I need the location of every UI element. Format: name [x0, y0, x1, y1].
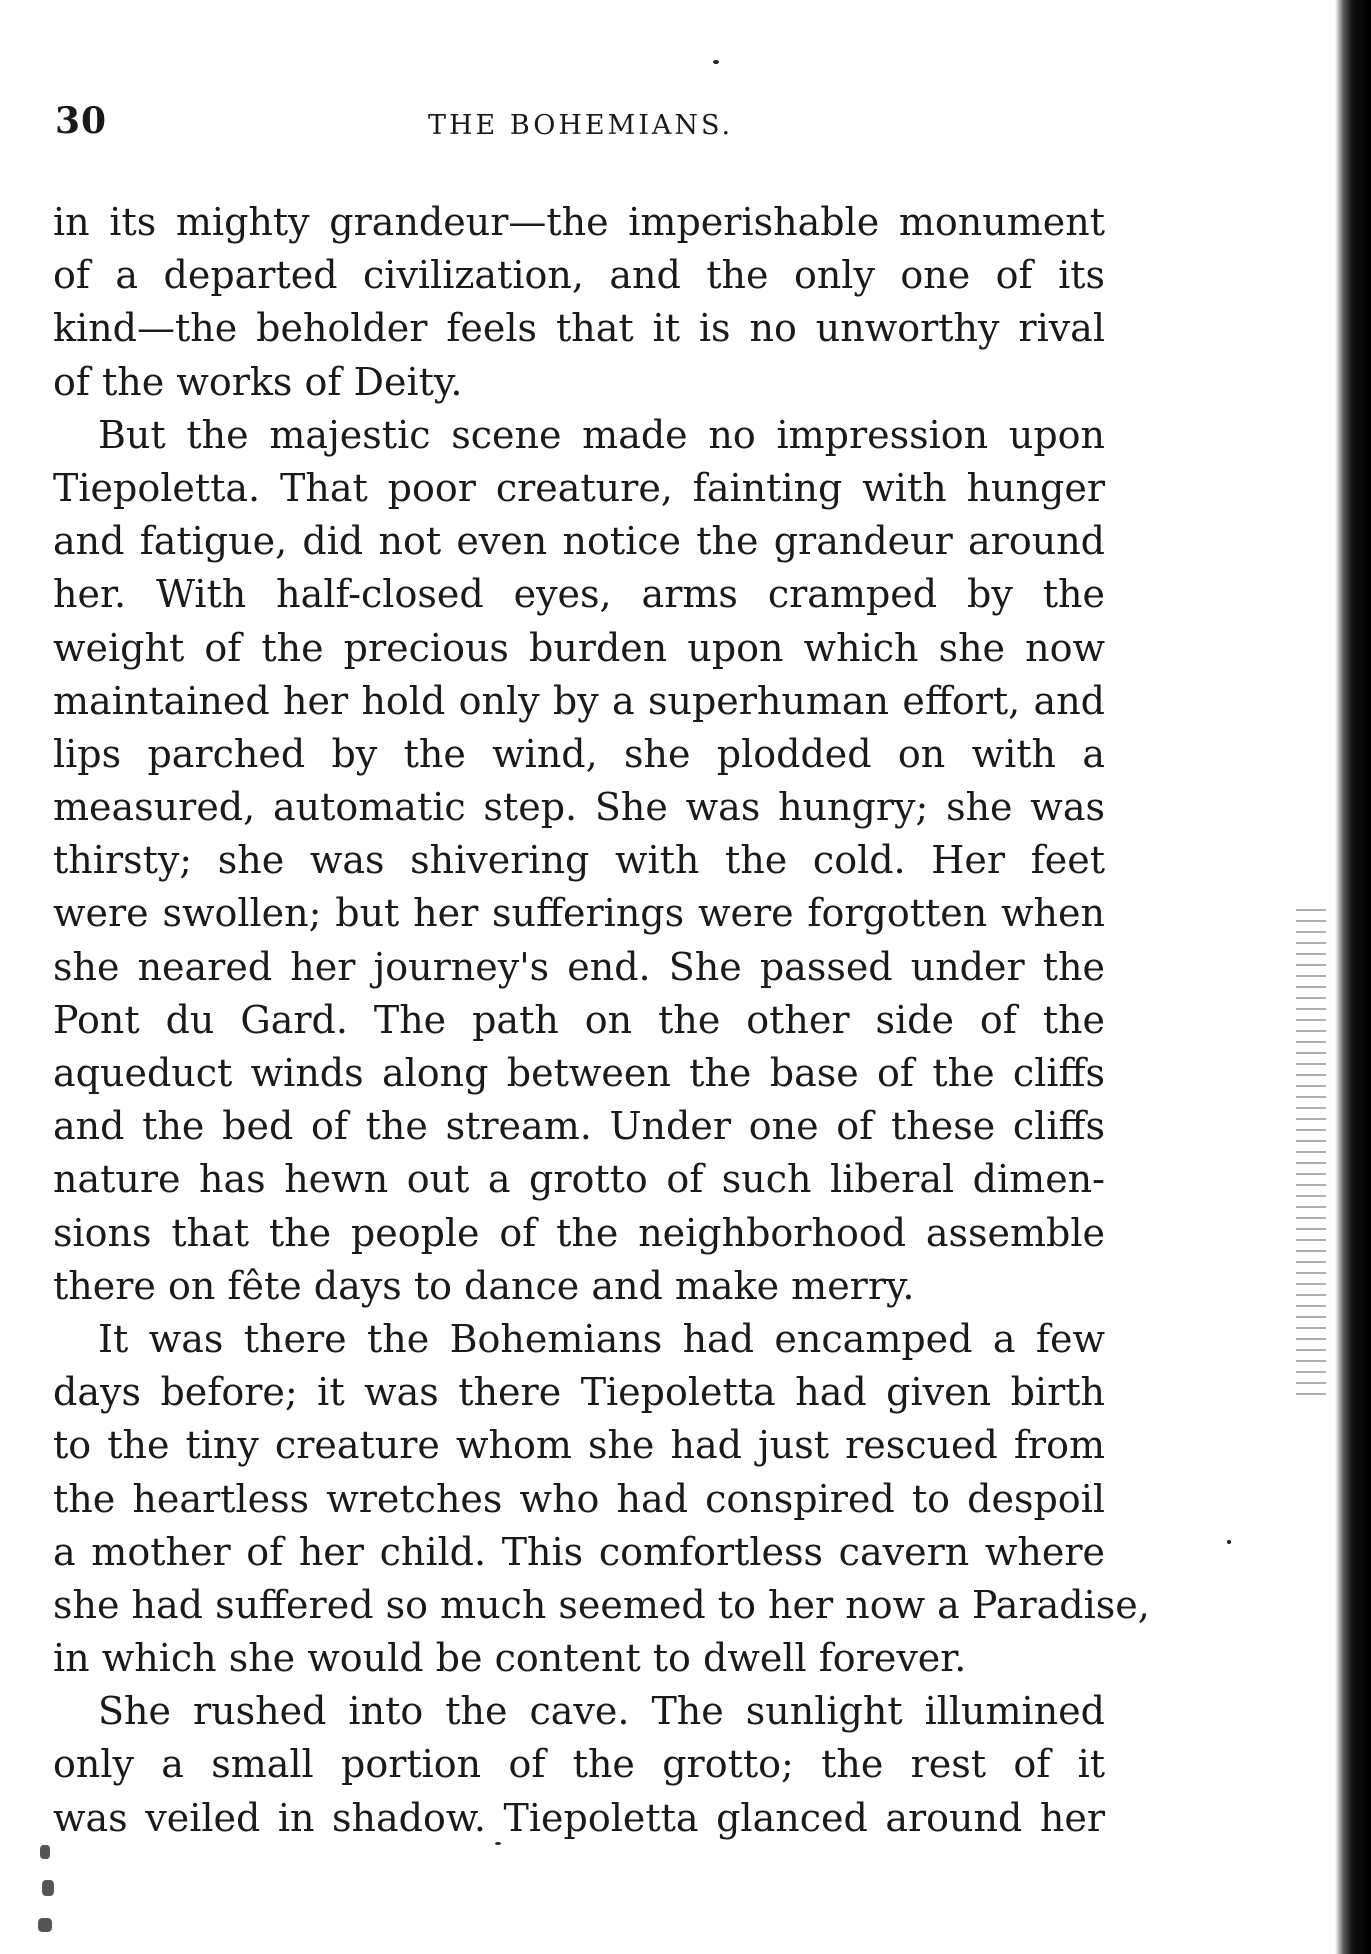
text-line: were swollen; but her sufferings were forgotten when — [53, 891, 1105, 936]
text-line: nature has hewn out a grotto of such liberal dimen- — [53, 1157, 1105, 1202]
book-spine-shadow — [1335, 0, 1371, 1954]
ink-speck — [40, 1845, 50, 1859]
text-line: days before; it was there Tiepoletta had given birth — [53, 1370, 1105, 1415]
text-line: in which she would be content to dwell forever. — [53, 1636, 967, 1681]
text-line: But the majestic scene made no impression upon — [98, 412, 1105, 457]
ink-speck — [713, 60, 719, 64]
ink-speck — [495, 1842, 501, 1845]
text-line: maintained her hold only by a superhuman effort, and — [53, 678, 1105, 723]
text-line: measured, automatic step. She was hungry; she was — [53, 785, 1105, 830]
running-head: THE BOHEMIANS. — [428, 110, 734, 141]
text-line: of the works of Deity. — [53, 359, 463, 404]
text-line: she neared her journey's end. She passed under the — [53, 944, 1105, 989]
text-line: Pont du Gard. The path on the other side of the — [53, 997, 1105, 1042]
text-line: aqueduct winds along between the base of the cliffs — [53, 1051, 1105, 1095]
text-line: there on fête days to dance and make merry. — [53, 1263, 915, 1308]
ink-speck — [38, 1918, 52, 1932]
text-line: and the bed of the stream. Under one of these cliffs — [53, 1104, 1105, 1149]
text-line: lips parched by the wind, she plodded on with a — [53, 731, 1105, 776]
text-line: the heartless wretches who had conspired to despoil — [53, 1476, 1105, 1521]
text-line: kind—the beholder feels that it is no unworthy rival — [53, 306, 1105, 351]
text-line: It was there the Bohemians had encamped a few — [98, 1316, 1105, 1361]
ink-speck — [1227, 1540, 1231, 1544]
text-line: thirsty; she was shivering with the cold. Her feet — [53, 838, 1105, 883]
text-line: her. With half-closed eyes, arms cramped by the — [53, 572, 1105, 617]
text-line: to the tiny creature whom she had just rescued from — [53, 1423, 1105, 1468]
body-text — [53, 196, 1150, 1845]
page-number: 30 — [55, 100, 108, 142]
text-line: She rushed into the cave. The sunlight illumined — [98, 1689, 1105, 1734]
text-line: of a departed civilization, and the only one of its — [53, 253, 1105, 298]
text-line: she had suffered so much seemed to her now a Paradise, — [53, 1582, 1150, 1627]
text-line: a mother of her child. This comfortless cavern where — [53, 1529, 1105, 1574]
text-line: Tiepoletta. That poor creature, fainting with hunger — [53, 465, 1105, 510]
ink-speck — [42, 1880, 54, 1896]
text-line: weight of the precious burden upon which she now — [53, 625, 1105, 670]
text-line: and fatigue, did not even notice the grandeur around — [53, 519, 1105, 564]
text-line: in its mighty grandeur—the imperishable monument — [53, 200, 1105, 244]
spine-texture — [1296, 900, 1326, 1400]
text-line: sions that the people of the neighborhood assemble — [53, 1210, 1105, 1255]
text-line: only a small portion of the grotto; the rest of it — [53, 1742, 1105, 1787]
text-line: was veiled in shadow. Tiepoletta glanced around her — [53, 1795, 1105, 1840]
